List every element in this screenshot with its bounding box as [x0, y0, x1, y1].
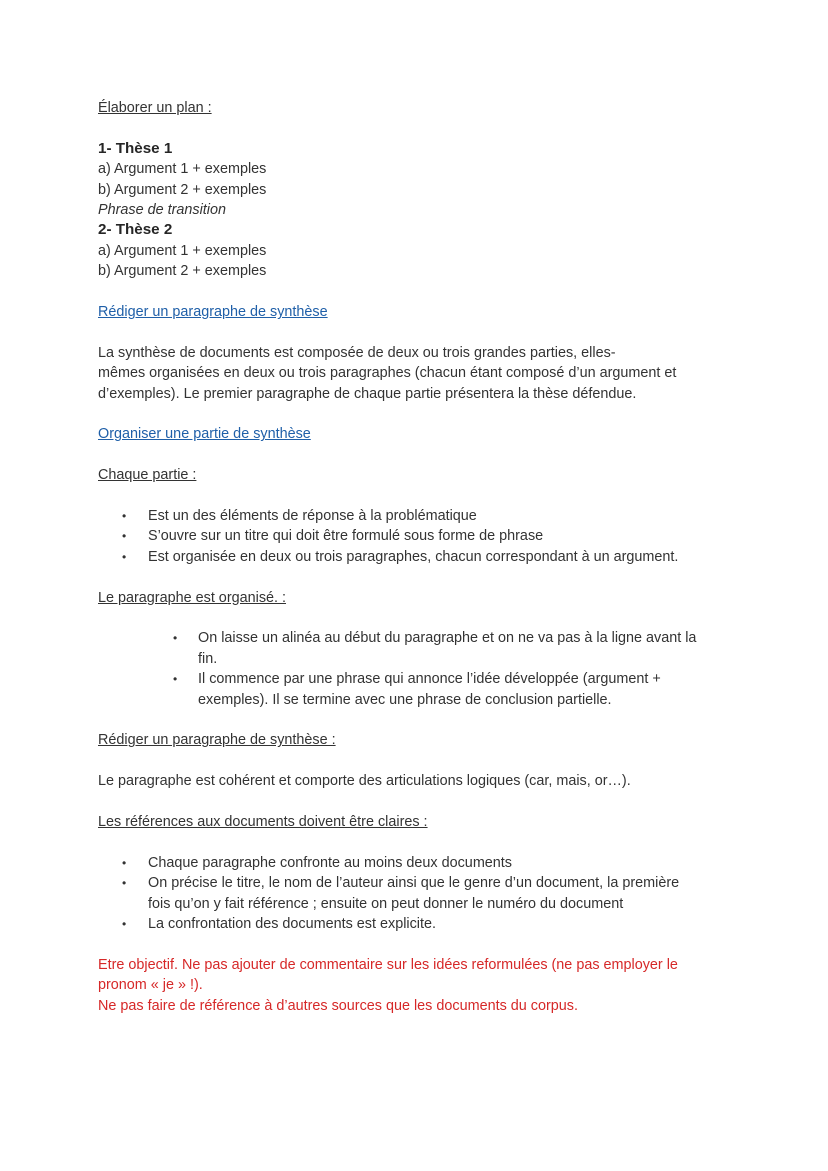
references-heading: Les références aux documents doivent être claires : — [98, 814, 428, 831]
references-list — [98, 853, 728, 935]
link-organiser-partie[interactable]: Organiser une partie de synthèse — [98, 426, 311, 443]
chaque-partie-heading: Chaque partie : — [98, 467, 197, 484]
transition-phrase: Phrase de transition — [98, 202, 226, 219]
list-item — [98, 547, 728, 567]
bullet-icon: • — [122, 549, 127, 564]
paragraphe-organise-heading: Le paragraphe est organisé. : — [98, 589, 287, 606]
list-item-text: S’ouvre sur un titre qui doit être formulé sous forme de phrase — [148, 528, 544, 545]
warning-line: Ne pas faire de référence à d’autres sources que les documents du corpus. — [98, 997, 578, 1014]
list-item-text: Est organisée en deux ou trois paragraphes, chacun correspondant à un argument. — [148, 548, 679, 565]
bullet-icon: • — [173, 631, 178, 646]
list-item — [98, 873, 728, 914]
bullet-icon: • — [173, 672, 178, 687]
these-1-item: a) Argument 1 + exemples — [98, 161, 267, 178]
paragraphe-coherent-text: Le paragraphe est cohérent et comporte des articulations logiques (car, mais, or…). — [98, 773, 631, 790]
list-item-line: On précise le titre, le nom de l’auteur ainsi que le genre d’un document, la première — [148, 875, 680, 892]
list-item — [98, 914, 728, 934]
bullet-icon: • — [122, 876, 127, 891]
list-item — [98, 853, 728, 873]
list-item-line: Il commence par une phrase qui annonce l’idée développée (argument + — [198, 671, 661, 688]
list-item-line: fois qu’on y fait référence ; ensuite on peut donner le numéro du document — [148, 895, 624, 912]
synthese-text-line: d’exemples). Le premier paragraphe de chaque partie présentera la thèse défendue. — [98, 385, 637, 402]
list-item-text: Est un des éléments de réponse à la problématique — [148, 508, 477, 525]
bullet-icon: • — [122, 509, 127, 524]
list-item-line: exemples). Il se termine avec une phrase de conclusion partielle. — [198, 691, 612, 708]
link-rediger-paragraphe[interactable]: Rédiger un paragraphe de synthèse — [98, 304, 328, 321]
bullet-icon: • — [122, 855, 127, 870]
list-item — [98, 669, 728, 710]
list-item — [98, 506, 728, 526]
list-item-line: On laisse un alinéa au début du paragraphe et on ne va pas à la ligne avant la — [198, 630, 697, 647]
synthese-text-line: La synthèse de documents est composée de deux ou trois grandes parties, elles- — [98, 344, 616, 361]
these-2-item: a) Argument 1 + exemples — [98, 242, 267, 259]
paragraphe-list — [98, 628, 728, 710]
list-item — [98, 526, 728, 546]
rediger-paragraphe-heading: Rédiger un paragraphe de synthèse : — [98, 732, 336, 749]
list-item-line: fin. — [198, 650, 218, 667]
list-item-line: La confrontation des documents est explicite. — [148, 916, 436, 933]
warning-line: Etre objectif. Ne pas ajouter de commentaire sur les idées reformulées (ne pas employer le — [98, 956, 678, 973]
warning-line: pronom « je » !). — [98, 977, 203, 994]
these-2-title: 2- Thèse 2 — [98, 221, 173, 239]
partie-list — [98, 506, 728, 567]
these-1-item: b) Argument 2 + exemples — [98, 181, 267, 198]
these-2-item: b) Argument 2 + exemples — [98, 263, 267, 280]
plan-heading: Élaborer un plan : — [98, 100, 212, 116]
document-content — [98, 98, 728, 1016]
bullet-icon: • — [122, 917, 127, 932]
bullet-icon: • — [122, 529, 127, 544]
list-item-line: Chaque paragraphe confronte au moins deux documents — [148, 854, 513, 871]
synthese-text-line: mêmes organisées en deux ou trois paragraphes (chacun étant composé d’un argument et — [98, 365, 677, 382]
these-1-title: 1- Thèse 1 — [98, 139, 173, 157]
list-item — [98, 628, 728, 669]
